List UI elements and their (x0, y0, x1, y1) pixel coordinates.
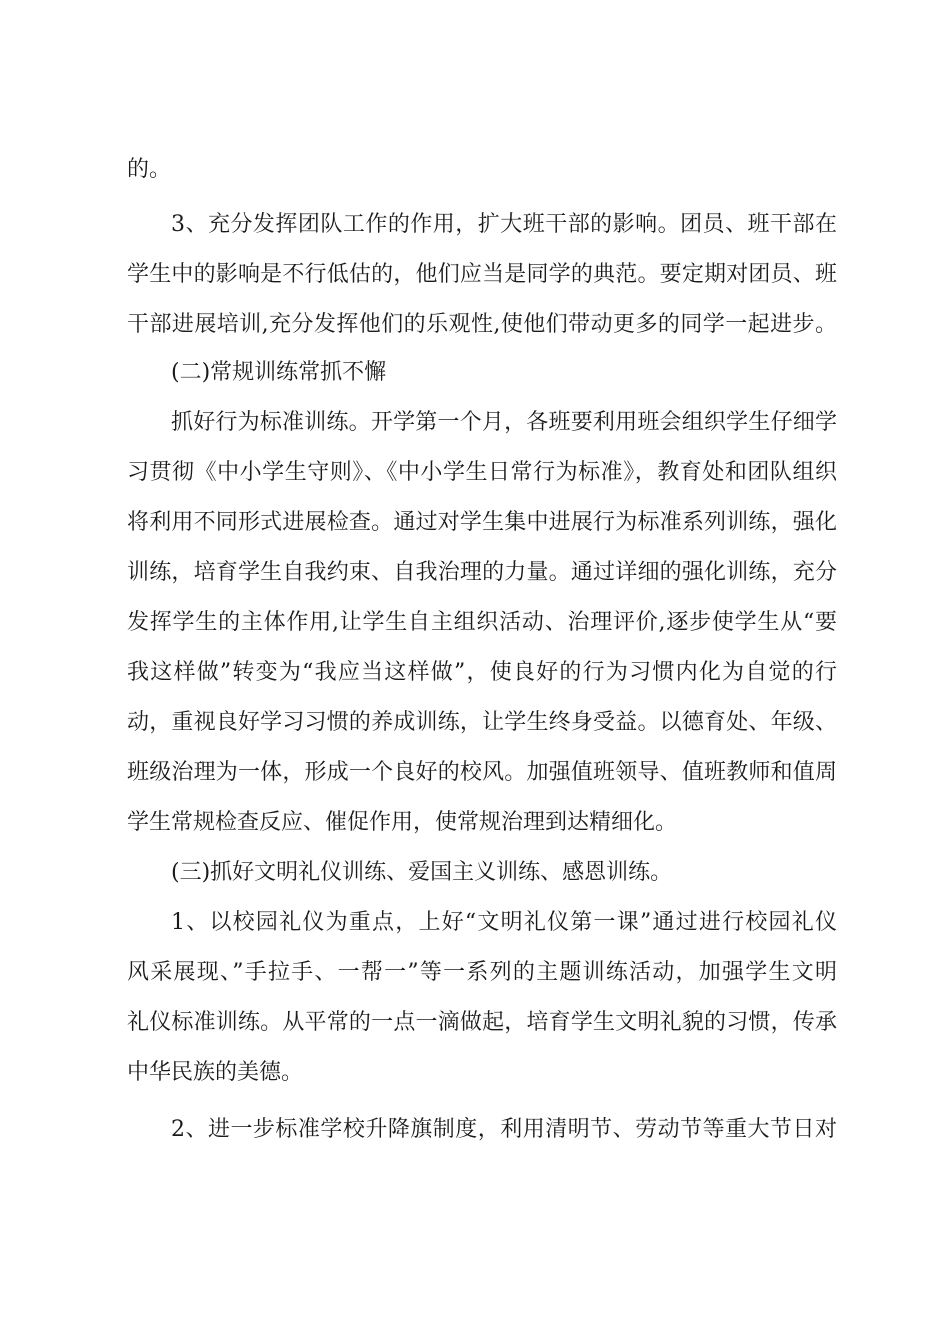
paragraph-line: 动，重视良好学习习惯的养成训练，让学生终身受益。以德育处、年级、 (127, 710, 837, 735)
paragraph-line: 抓好行为标准训练。开学第一个月，各班要利用班会组织学生仔细学 (171, 410, 837, 435)
paragraph-line: 我这样做”转变为“我应当这样做”，使良好的行为习惯内化为自觉的行 (127, 660, 837, 685)
section-heading: (三)抓好文明礼仪训练、爱国主义训练、感恩训练。 (171, 860, 673, 885)
paragraph-line: 的。 (127, 157, 172, 182)
paragraph-line: 风采展现、”手拉手、一帮一”等一系列的主题训练活动，加强学生文明 (127, 960, 837, 985)
paragraph-line: 将利用不同形式进展检查。通过对学生集中进展行为标准系列训练，强化 (127, 510, 837, 535)
paragraph-line: 3、充分发挥团队工作的作用，扩大班干部的影响。团员、班干部在 (171, 212, 837, 237)
paragraph-line: 2、进一步标准学校升降旗制度，利用清明节、劳动节等重大节日对 (171, 1117, 837, 1142)
paragraph-line: 中华民族的美德。 (127, 1060, 304, 1085)
paragraph-line: 干部进展培训,充分发挥他们的乐观性,使他们带动更多的同学一起进步。 (127, 312, 837, 337)
paragraph-line: 班级治理为一体，形成一个良好的校风。加强值班领导、值班教师和值周 (127, 760, 837, 785)
paragraph-line: 训练，培育学生自我约束、自我治理的力量。通过详细的强化训练，充分 (127, 560, 837, 585)
paragraph-line: 学生常规检查反应、催促作用，使常规治理到达精细化。 (127, 810, 678, 835)
paragraph-line: 礼仪标准训练。从平常的一点一滴做起，培育学生文明礼貌的习惯，传承 (127, 1010, 837, 1035)
paragraph-line: 习贯彻《中小学生守则》、《中小学生日常行为标准》，教育处和团队组织 (127, 460, 837, 485)
paragraph-line: 学生中的影响是不行低估的，他们应当是同学的典范。要定期对团员、班 (127, 262, 837, 287)
section-heading: (二)常规训练常抓不懈 (171, 360, 387, 385)
paragraph-line: 发挥学生的主体作用,让学生自主组织活动、治理评价,逐步使学生从“要 (127, 610, 837, 635)
paragraph-line: 1、以校园礼仪为重点，上好“文明礼仪第一课”通过进行校园礼仪 (171, 910, 837, 935)
